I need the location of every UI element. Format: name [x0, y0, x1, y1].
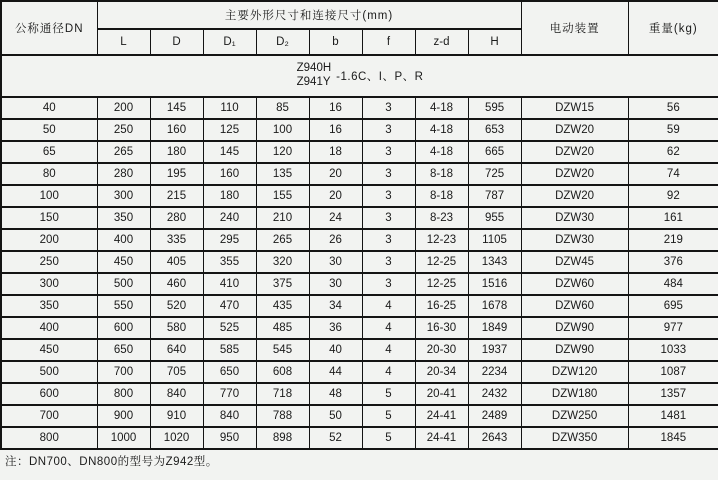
cell-r13-c10: 1357	[628, 383, 718, 405]
cell-r14-c5: 50	[309, 405, 362, 427]
cell-r11-c9: DZW90	[521, 339, 628, 361]
cell-r12-c3: 650	[203, 361, 256, 383]
cell-r13-c1: 800	[97, 383, 150, 405]
cell-r10-c0: 400	[1, 317, 97, 339]
cell-r5-c6: 3	[362, 207, 415, 229]
table-row-dn-450	[1, 339, 718, 361]
cell-r15-c10: 1845	[628, 427, 718, 449]
cell-r12-c10: 1087	[628, 361, 718, 383]
cell-r4-c10: 92	[628, 185, 718, 207]
cell-r15-c3: 950	[203, 427, 256, 449]
cell-r11-c3: 585	[203, 339, 256, 361]
col-header-dim-3: D₂	[256, 29, 309, 55]
cell-r4-c1: 300	[97, 185, 150, 207]
col-header-dim-6: z-d	[415, 29, 468, 55]
cell-r12-c6: 4	[362, 361, 415, 383]
col-header-dim-0: L	[97, 29, 150, 55]
cell-r3-c7: 8-18	[415, 163, 468, 185]
cell-r2-c4: 120	[256, 141, 309, 163]
cell-r9-c1: 550	[97, 295, 150, 317]
cell-r1-c10: 59	[628, 119, 718, 141]
cell-r6-c9: DZW30	[521, 229, 628, 251]
cell-r4-c3: 180	[203, 185, 256, 207]
cell-r10-c4: 485	[256, 317, 309, 339]
cell-r0-c8: 595	[468, 97, 521, 119]
cell-r7-c2: 405	[150, 251, 203, 273]
cell-r0-c9: DZW15	[521, 97, 628, 119]
cell-r13-c5: 48	[309, 383, 362, 405]
cell-r6-c10: 219	[628, 229, 718, 251]
cell-r15-c2: 1020	[150, 427, 203, 449]
cell-r9-c8: 1678	[468, 295, 521, 317]
cell-r9-c9: DZW60	[521, 295, 628, 317]
cell-r15-c5: 52	[309, 427, 362, 449]
cell-r2-c3: 145	[203, 141, 256, 163]
cell-r9-c7: 16-25	[415, 295, 468, 317]
cell-r4-c0: 100	[1, 185, 97, 207]
cell-r5-c0: 150	[1, 207, 97, 229]
cell-r0-c2: 145	[150, 97, 203, 119]
cell-r3-c6: 3	[362, 163, 415, 185]
cell-r7-c0: 250	[1, 251, 97, 273]
cell-r12-c1: 700	[97, 361, 150, 383]
cell-r5-c7: 8-23	[415, 207, 468, 229]
model-row	[1, 55, 718, 97]
cell-r3-c3: 160	[203, 163, 256, 185]
cell-r3-c4: 135	[256, 163, 309, 185]
cell-r8-c9: DZW60	[521, 273, 628, 295]
cell-r0-c1: 200	[97, 97, 150, 119]
cell-r14-c0: 700	[1, 405, 97, 427]
cell-r12-c0: 500	[1, 361, 97, 383]
cell-r6-c5: 26	[309, 229, 362, 251]
col-header-dim-7: H	[468, 29, 521, 55]
table-row-dn-600	[1, 383, 718, 405]
cell-r3-c10: 74	[628, 163, 718, 185]
cell-r14-c6: 5	[362, 405, 415, 427]
cell-r6-c1: 400	[97, 229, 150, 251]
table-row-dn-200	[1, 229, 718, 251]
cell-r10-c2: 580	[150, 317, 203, 339]
cell-r9-c0: 350	[1, 295, 97, 317]
cell-r13-c8: 2432	[468, 383, 521, 405]
cell-r12-c5: 44	[309, 361, 362, 383]
cell-r11-c8: 1937	[468, 339, 521, 361]
cell-r5-c8: 955	[468, 207, 521, 229]
cell-r11-c10: 1033	[628, 339, 718, 361]
model-suffix: -1.6C、I、P、R	[336, 71, 424, 83]
cell-r0-c7: 4-18	[415, 97, 468, 119]
cell-r14-c9: DZW250	[521, 405, 628, 427]
cell-r1-c6: 3	[362, 119, 415, 141]
cell-r12-c4: 608	[256, 361, 309, 383]
cell-r7-c8: 1343	[468, 251, 521, 273]
cell-r7-c9: DZW45	[521, 251, 628, 273]
cell-r7-c1: 450	[97, 251, 150, 273]
cell-r2-c8: 665	[468, 141, 521, 163]
cell-r7-c6: 3	[362, 251, 415, 273]
cell-r2-c0: 65	[1, 141, 97, 163]
cell-r4-c5: 20	[309, 185, 362, 207]
cell-r9-c2: 520	[150, 295, 203, 317]
cell-r11-c2: 640	[150, 339, 203, 361]
cell-r10-c3: 525	[203, 317, 256, 339]
cell-r0-c0: 40	[1, 97, 97, 119]
cell-r7-c5: 30	[309, 251, 362, 273]
cell-r5-c3: 240	[203, 207, 256, 229]
cell-r11-c5: 40	[309, 339, 362, 361]
cell-r8-c5: 30	[309, 273, 362, 295]
cell-r2-c1: 265	[97, 141, 150, 163]
cell-r6-c4: 265	[256, 229, 309, 251]
cell-r1-c1: 250	[97, 119, 150, 141]
cell-r14-c10: 1481	[628, 405, 718, 427]
cell-r11-c1: 650	[97, 339, 150, 361]
cell-r10-c1: 600	[97, 317, 150, 339]
cell-r13-c4: 718	[256, 383, 309, 405]
cell-r1-c4: 100	[256, 119, 309, 141]
cell-r5-c9: DZW30	[521, 207, 628, 229]
table-row-dn-40	[1, 97, 718, 119]
table-row-dn-65	[1, 141, 718, 163]
cell-r6-c8: 1105	[468, 229, 521, 251]
col-group-header-dimensions: 主要外形尺寸和连接尺寸(mm)	[97, 1, 521, 29]
table-row-dn-300	[1, 273, 718, 295]
cell-r3-c5: 20	[309, 163, 362, 185]
cell-r15-c0: 800	[1, 427, 97, 449]
cell-r6-c0: 200	[1, 229, 97, 251]
cell-r2-c2: 180	[150, 141, 203, 163]
cell-r4-c8: 787	[468, 185, 521, 207]
cell-r1-c3: 125	[203, 119, 256, 141]
cell-r5-c1: 350	[97, 207, 150, 229]
model-code-bottom: Z941Y	[296, 76, 331, 88]
model-designation-cell	[1, 55, 718, 97]
cell-r3-c1: 280	[97, 163, 150, 185]
cell-r1-c8: 653	[468, 119, 521, 141]
cell-r2-c9: DZW20	[521, 141, 628, 163]
cell-r10-c7: 16-30	[415, 317, 468, 339]
col-header-nominal-diameter: 公称通径DN	[1, 1, 97, 55]
table-row-dn-80	[1, 163, 718, 185]
cell-r13-c7: 20-41	[415, 383, 468, 405]
cell-r5-c10: 161	[628, 207, 718, 229]
cell-r0-c3: 110	[203, 97, 256, 119]
cell-r15-c4: 898	[256, 427, 309, 449]
cell-r0-c10: 56	[628, 97, 718, 119]
header-row-top	[1, 1, 718, 29]
cell-r0-c4: 85	[256, 97, 309, 119]
cell-r10-c10: 977	[628, 317, 718, 339]
table-row-dn-400	[1, 317, 718, 339]
cell-r12-c7: 20-34	[415, 361, 468, 383]
footnote: 注：DN700、DN800的型号为Z942型。	[5, 456, 218, 468]
cell-r1-c2: 160	[150, 119, 203, 141]
cell-r10-c9: DZW90	[521, 317, 628, 339]
cell-r5-c2: 280	[150, 207, 203, 229]
cell-r13-c3: 770	[203, 383, 256, 405]
cell-r6-c3: 295	[203, 229, 256, 251]
cell-r15-c8: 2643	[468, 427, 521, 449]
model-code-top: Z940H	[296, 62, 332, 75]
cell-r10-c8: 1849	[468, 317, 521, 339]
col-header-weight: 重量(kg)	[628, 1, 718, 55]
cell-r9-c10: 695	[628, 295, 718, 317]
cell-r7-c10: 376	[628, 251, 718, 273]
cell-r6-c2: 335	[150, 229, 203, 251]
cell-r7-c3: 355	[203, 251, 256, 273]
cell-r8-c0: 300	[1, 273, 97, 295]
cell-r4-c7: 8-18	[415, 185, 468, 207]
cell-r2-c6: 3	[362, 141, 415, 163]
col-header-electric-device: 电动装置	[521, 1, 628, 55]
table-body	[1, 97, 718, 449]
table-row-dn-50	[1, 119, 718, 141]
col-header-dim-1: D	[150, 29, 203, 55]
cell-r12-c8: 2234	[468, 361, 521, 383]
table-row-dn-250	[1, 251, 718, 273]
cell-r13-c2: 840	[150, 383, 203, 405]
cell-r11-c0: 450	[1, 339, 97, 361]
cell-r11-c7: 20-30	[415, 339, 468, 361]
cell-r7-c7: 12-25	[415, 251, 468, 273]
cell-r1-c0: 50	[1, 119, 97, 141]
cell-r14-c3: 840	[203, 405, 256, 427]
cell-r14-c2: 910	[150, 405, 203, 427]
cell-r9-c3: 470	[203, 295, 256, 317]
cell-r4-c2: 215	[150, 185, 203, 207]
cell-r3-c9: DZW20	[521, 163, 628, 185]
cell-r2-c7: 4-18	[415, 141, 468, 163]
cell-r11-c6: 4	[362, 339, 415, 361]
cell-r9-c4: 435	[256, 295, 309, 317]
cell-r8-c1: 500	[97, 273, 150, 295]
cell-r12-c2: 705	[150, 361, 203, 383]
col-header-dim-2: D₁	[203, 29, 256, 55]
cell-r3-c8: 725	[468, 163, 521, 185]
cell-r2-c5: 18	[309, 141, 362, 163]
cell-r12-c9: DZW120	[521, 361, 628, 383]
cell-r9-c6: 4	[362, 295, 415, 317]
cell-r1-c9: DZW20	[521, 119, 628, 141]
table-row-dn-500	[1, 361, 718, 383]
cell-r5-c5: 24	[309, 207, 362, 229]
table-row-dn-350	[1, 295, 718, 317]
cell-r4-c6: 3	[362, 185, 415, 207]
cell-r3-c2: 195	[150, 163, 203, 185]
cell-r6-c6: 3	[362, 229, 415, 251]
cell-r0-c6: 3	[362, 97, 415, 119]
table-row-dn-100	[1, 185, 718, 207]
cell-r11-c4: 545	[256, 339, 309, 361]
cell-r8-c10: 484	[628, 273, 718, 295]
cell-r14-c1: 900	[97, 405, 150, 427]
cell-r4-c9: DZW20	[521, 185, 628, 207]
model-codes	[297, 62, 332, 90]
cell-r8-c7: 12-25	[415, 273, 468, 295]
cell-r15-c6: 5	[362, 427, 415, 449]
cell-r14-c7: 24-41	[415, 405, 468, 427]
cell-r8-c3: 410	[203, 273, 256, 295]
cell-r0-c5: 16	[309, 97, 362, 119]
cell-r13-c9: DZW180	[521, 383, 628, 405]
cell-r13-c6: 5	[362, 383, 415, 405]
table-row-dn-150	[1, 207, 718, 229]
cell-r1-c7: 4-18	[415, 119, 468, 141]
table-row-dn-800	[1, 427, 718, 449]
cell-r8-c8: 1516	[468, 273, 521, 295]
cell-r5-c4: 210	[256, 207, 309, 229]
cell-r3-c0: 80	[1, 163, 97, 185]
cell-r1-c5: 16	[309, 119, 362, 141]
cell-r13-c0: 600	[1, 383, 97, 405]
cell-r10-c5: 36	[309, 317, 362, 339]
cell-r14-c4: 788	[256, 405, 309, 427]
cell-r2-c10: 62	[628, 141, 718, 163]
cell-r7-c4: 320	[256, 251, 309, 273]
col-header-dim-4: b	[309, 29, 362, 55]
cell-r15-c9: DZW350	[521, 427, 628, 449]
cell-r14-c8: 2489	[468, 405, 521, 427]
cell-r15-c7: 24-41	[415, 427, 468, 449]
model-designation	[2, 62, 718, 90]
cell-r8-c2: 460	[150, 273, 203, 295]
cell-r4-c4: 155	[256, 185, 309, 207]
cell-r6-c7: 12-23	[415, 229, 468, 251]
cell-r10-c6: 4	[362, 317, 415, 339]
cell-r8-c6: 3	[362, 273, 415, 295]
cell-r9-c5: 34	[309, 295, 362, 317]
cell-r8-c4: 375	[256, 273, 309, 295]
table-row-dn-700	[1, 405, 718, 427]
cell-r15-c1: 1000	[97, 427, 150, 449]
col-header-dim-5: f	[362, 29, 415, 55]
